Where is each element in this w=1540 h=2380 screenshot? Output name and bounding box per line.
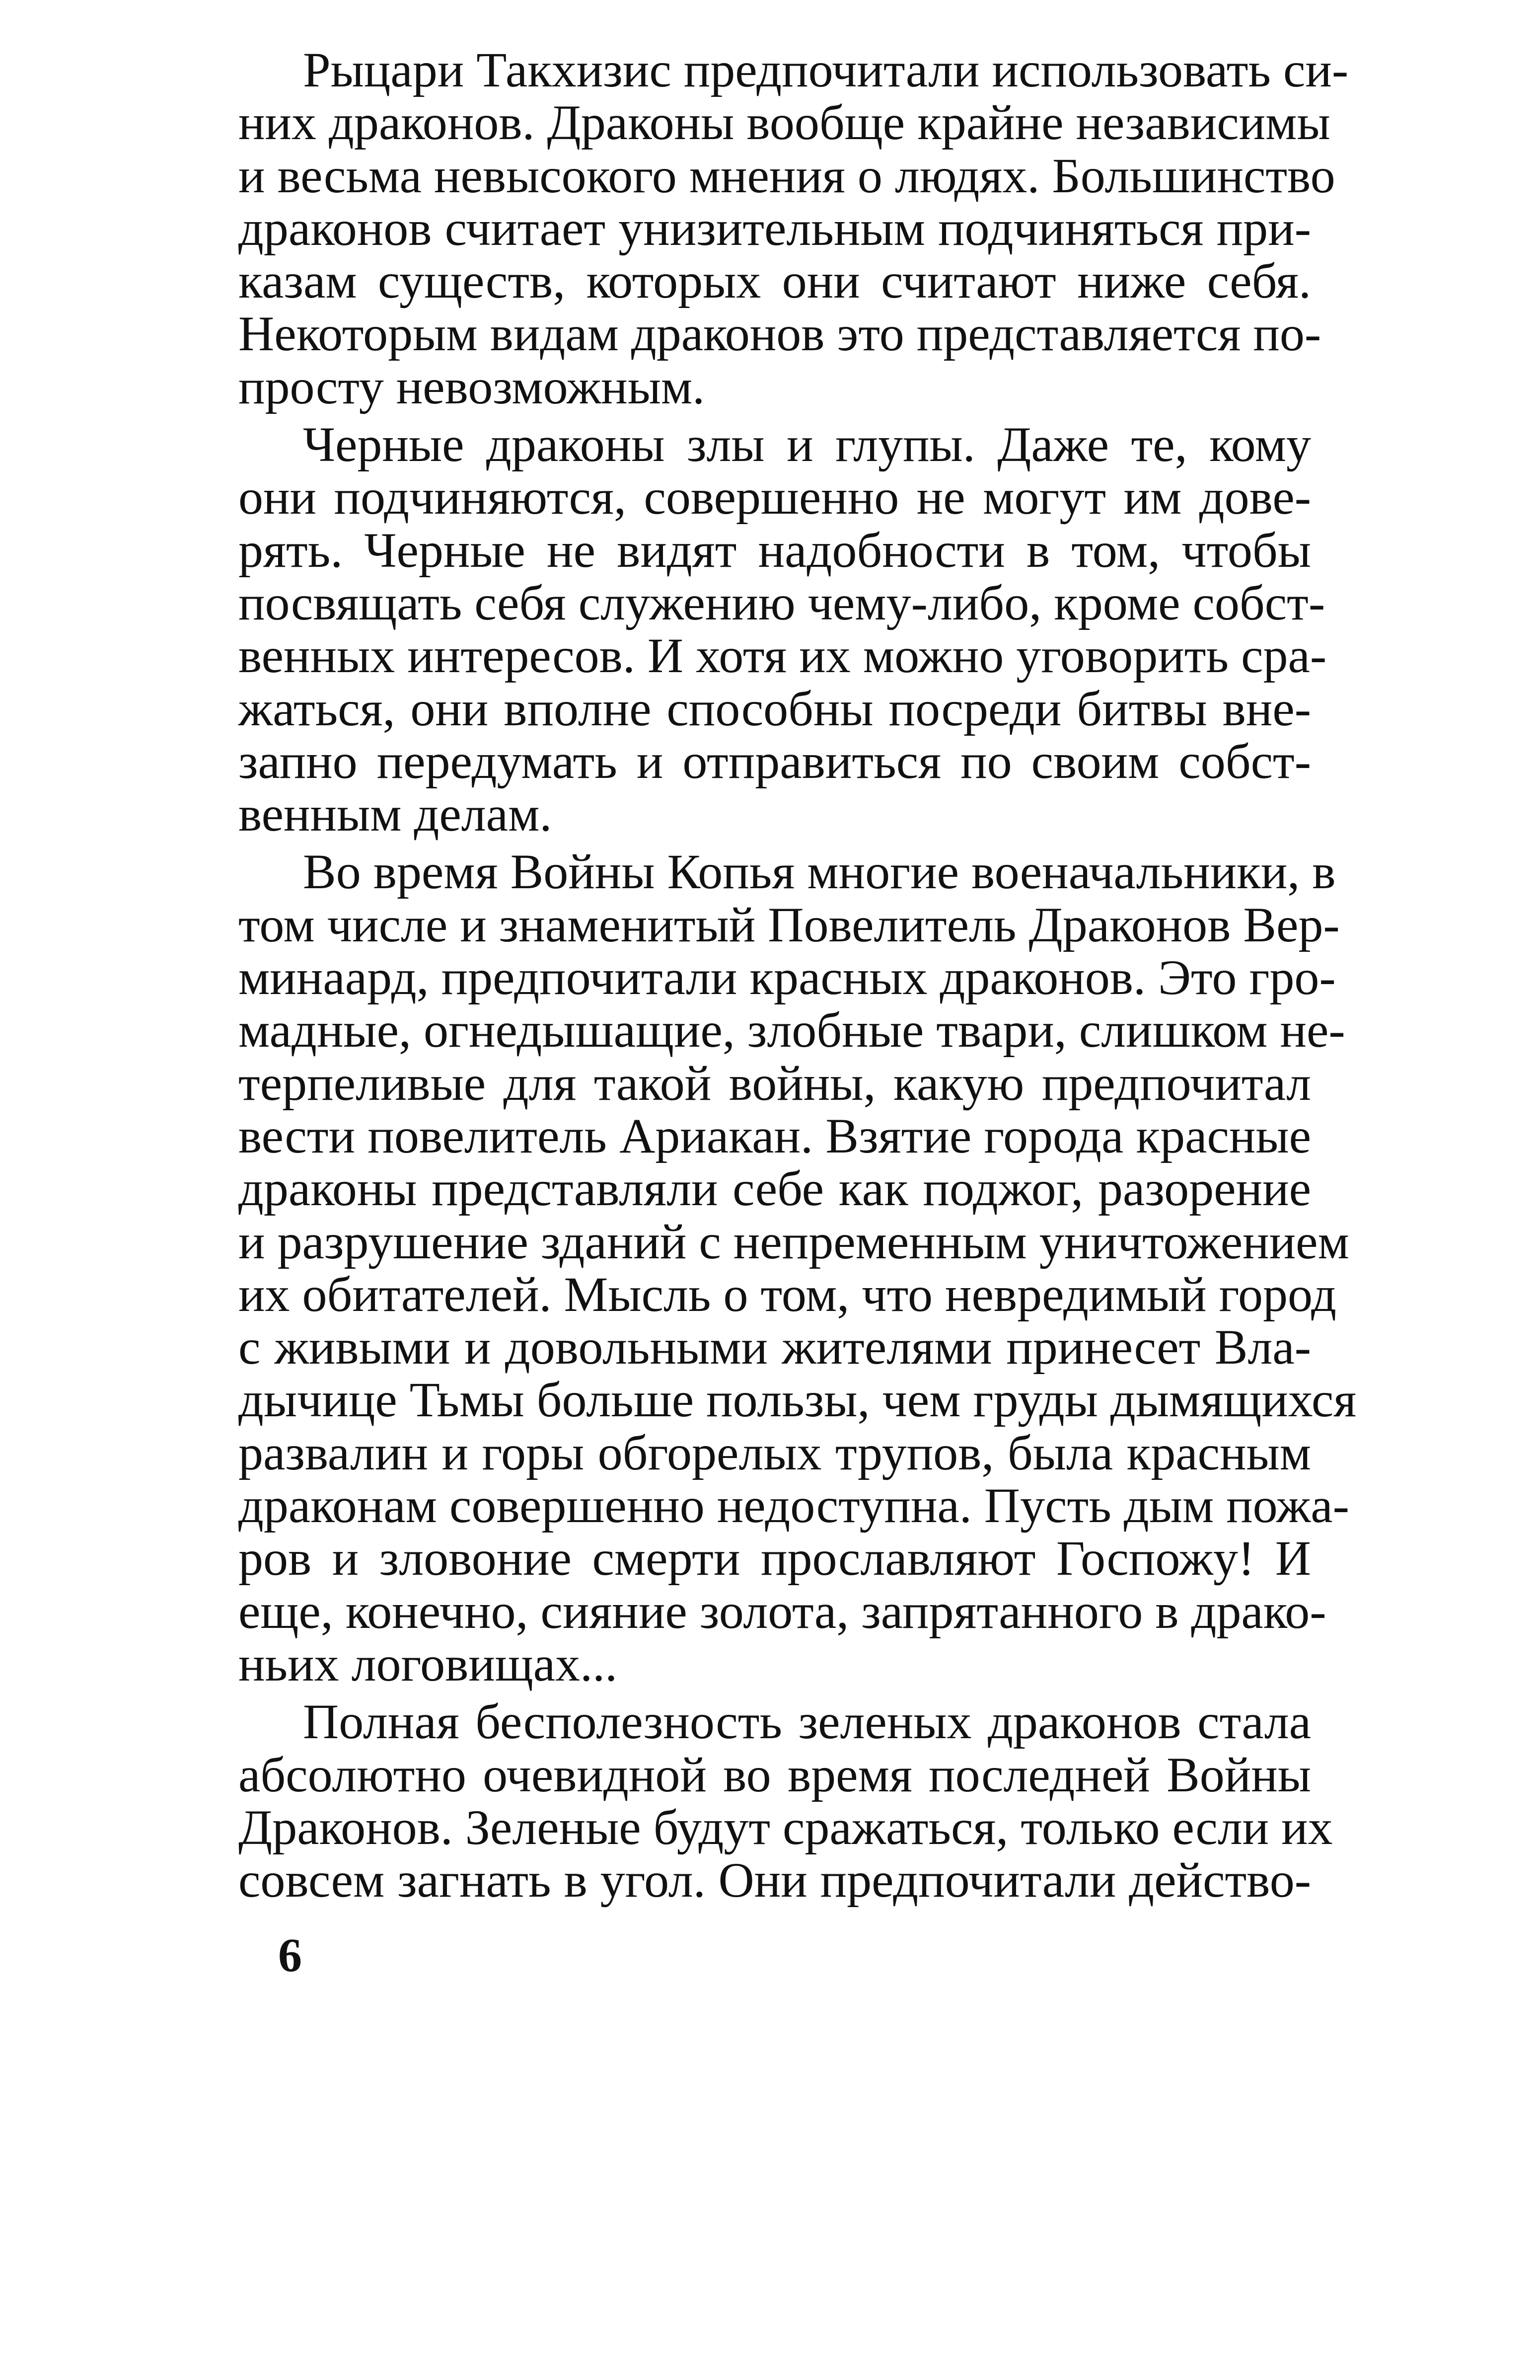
paragraph-1 xyxy=(238,42,1349,414)
text-line: ров и зловоние смерти прославляют Госпожу! И xyxy=(238,1531,1311,1586)
text-line: драконам совершенно недоступна. Пусть дым пожа- xyxy=(238,1478,1349,1534)
text-line: и весьма невысокого мнения о людях. Большинство xyxy=(238,148,1335,203)
text-line: терпеливые для такой войны, какую предпочитал xyxy=(238,1055,1311,1111)
text-line: драконы представляли себе как поджог, разорение xyxy=(238,1161,1311,1217)
text-line: них драконов. Драконы вообще крайне независимы xyxy=(238,95,1330,151)
text-line: Во время Войны Копья многие военачальники, в xyxy=(303,844,1336,900)
text-line: минаард, предпочитали красных драконов. Это гро- xyxy=(238,950,1336,1005)
body-text xyxy=(238,42,1357,1912)
text-line: жаться, они вполне способны посреди битвы вне- xyxy=(238,681,1311,736)
text-line: Драконов. Зеленые будут сражаться, только если их xyxy=(238,1799,1333,1855)
text-line: абсолютно очевидной во время последней Войны xyxy=(238,1747,1311,1802)
text-line: драконов считает унизительным подчиняться при- xyxy=(238,200,1311,256)
text-line: и разрушение зданий с непременным уничтожением xyxy=(238,1214,1349,1269)
text-line: с живыми и довольными жителями принесет Вла- xyxy=(238,1319,1311,1375)
text-line: венным делам. xyxy=(238,786,552,842)
text-line: казам существ, которых они считают ниже себя. xyxy=(238,253,1311,309)
paragraph-2 xyxy=(238,417,1327,842)
text-line: том числе и знаменитый Повелитель Драконов Вер- xyxy=(238,897,1340,952)
paragraph-4 xyxy=(238,1694,1333,1908)
text-line: посвящать себя служению чему-либо, кроме собст- xyxy=(238,575,1325,630)
text-line: Некоторым видам драконов это представляется по- xyxy=(238,306,1321,362)
page-number: 6 xyxy=(278,1928,302,1982)
text-line: венных интересов. И хотя их можно уговорить сра- xyxy=(238,628,1327,684)
text-line: Рыцари Такхизис предпочитали использовать си- xyxy=(303,42,1349,97)
text-line: просту невозможным. xyxy=(238,359,705,414)
text-line: рять. Черные не видят надобности в том, чтобы xyxy=(238,522,1311,578)
text-line: развалин и горы обгорелых трупов, была красным xyxy=(238,1425,1311,1480)
text-line: дычице Тьмы больше пользы, чем груды дымящихся xyxy=(238,1372,1357,1428)
text-line: Полная бесполезность зеленых драконов стала xyxy=(303,1694,1311,1750)
text-line: их обитателей. Мысль о том, что невредимый город xyxy=(238,1266,1337,1322)
text-line: запно передумать и отправиться по своим собст- xyxy=(238,733,1311,789)
paragraph-3 xyxy=(238,844,1357,1691)
text-line: ньих логовищах... xyxy=(238,1636,618,1691)
text-line: Черные драконы злы и глупы. Даже те, кому xyxy=(303,417,1311,472)
text-line: они подчиняются, совершенно не могут им дове- xyxy=(238,469,1311,525)
text-line: совсем загнать в угол. Они предпочитали действо- xyxy=(238,1852,1311,1908)
text-line: мадные, огнедышащие, злобные твари, слишком не- xyxy=(238,1002,1345,1058)
text-line: еще, конечно, сияние золота, запрятанного в драко- xyxy=(238,1583,1326,1639)
text-line: вести повелитель Ариакан. Взятие города красные xyxy=(238,1108,1311,1163)
